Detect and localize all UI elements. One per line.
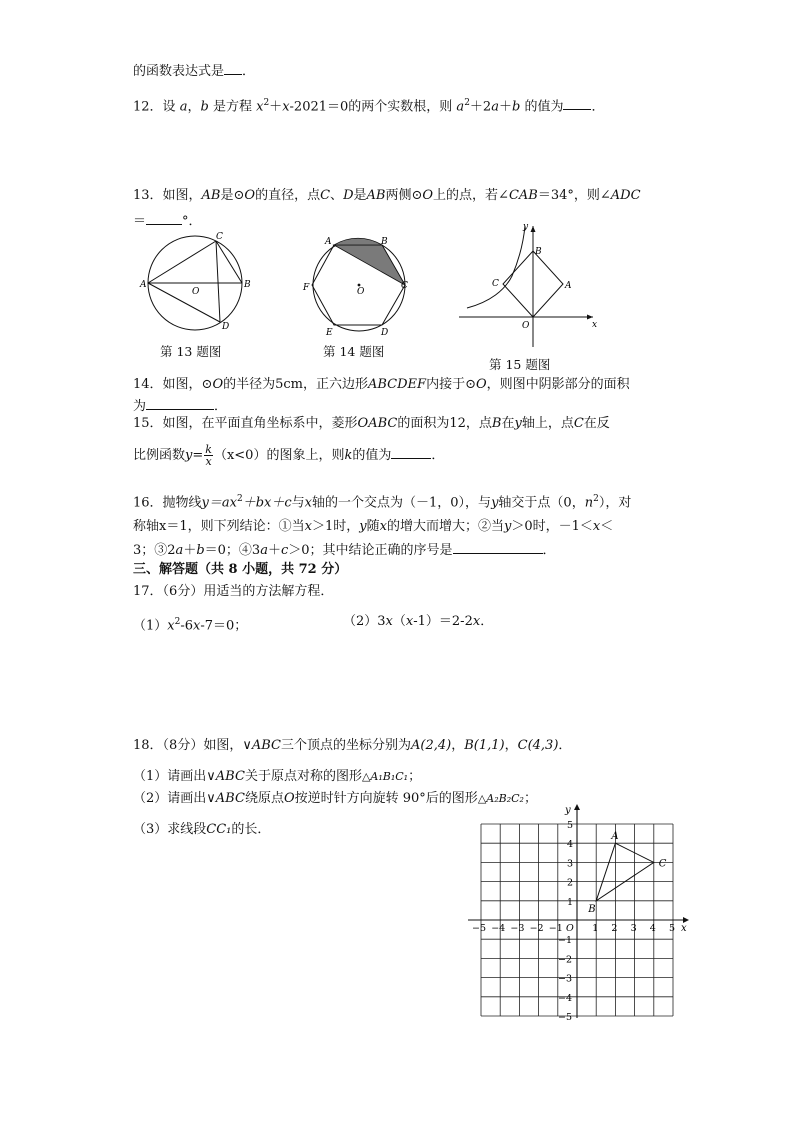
fig13-caption: 第 13 题图 xyxy=(160,344,222,359)
x-tick-label: O xyxy=(566,923,574,934)
y-axis-label: y xyxy=(565,805,571,816)
question-17-part1: $(1)x^2-6x-7=0$； xyxy=(133,617,248,634)
y-tick-label: 3 xyxy=(567,858,574,870)
vertex-label-c: C xyxy=(658,858,667,870)
fig13-label-d: D xyxy=(222,322,230,332)
x-axis-label: x xyxy=(681,923,687,934)
fig13-label-a: A xyxy=(140,280,147,290)
fig15-caption: 第 15 题图 xyxy=(489,357,551,372)
figure-14 xyxy=(298,232,418,342)
grid-tick-labels xyxy=(472,820,675,1023)
x-tick-label: −5 xyxy=(472,923,487,934)
y-tick-label: −1 xyxy=(558,935,573,947)
fig15-label-b: B xyxy=(535,247,542,257)
fig15-label-c: C xyxy=(492,279,499,289)
triangle-abc xyxy=(587,831,667,915)
figure-13 xyxy=(138,230,258,340)
fig14-label-e: E xyxy=(326,328,333,338)
x-tick-label: 3 xyxy=(630,923,637,934)
x-tick-label: 5 xyxy=(669,923,676,934)
question-13-line1: 13．如图，AB是⊙O的直径，点C、D是AB两侧⊙O上的点，若∠CAB＝34°，则∠ADC xyxy=(133,188,641,203)
question-15-line2: 比例函数y= $\frac{k}{x}$ （x<0）的图象上，则k的值为 ． xyxy=(133,443,445,468)
fig14-label-o: O xyxy=(357,287,365,297)
question-18-part1: （1）请画出∨ABC关于原点对称的图形△A₁B₁C₁； xyxy=(133,769,422,784)
y-tick-label: 2 xyxy=(567,877,574,889)
fig15-label-o: O xyxy=(522,321,530,331)
figure-15 xyxy=(455,220,603,352)
question-17-part2: （2）3x（x-1）＝2-2x． xyxy=(343,614,494,629)
question-18-part2: （2）请画出∨ABC绕原点O按逆时针方向旋转 90°后的图形△A₂B₂C₂； xyxy=(133,791,537,806)
question-16-line1: 16．抛物线$y=ax^2+bx+c$与x轴的一个交点为（－1，0），与y轴交于点（0，$n^2$），对 xyxy=(133,494,632,511)
x-tick-label: −1 xyxy=(548,923,563,934)
q11-tail: 的函数表达式是 ． xyxy=(133,64,256,79)
fig14-label-a: A xyxy=(325,237,332,247)
fraction-k-over-x: $\frac{k}{x}$ xyxy=(205,443,212,468)
vertex-label-b: B xyxy=(588,903,596,915)
triangle-shape xyxy=(596,843,654,901)
question-14-line1: 14．如图，⊙O的半径为5cm，正六边形ABCDEF内接于⊙O，则图中阴影部分的面积 xyxy=(133,377,630,392)
x-tick-label: 4 xyxy=(649,923,656,934)
fig14-caption: 第 14 题图 xyxy=(323,344,385,359)
x-tick-label: −2 xyxy=(529,923,544,934)
x-tick-label: 2 xyxy=(611,923,618,934)
y-tick-label: 5 xyxy=(567,820,574,831)
fig14-label-b: B xyxy=(381,237,388,247)
question-18-part3: （3）求线段CC₁的长． xyxy=(133,822,271,837)
x-tick-label: −4 xyxy=(491,923,506,934)
section-title: 三、解答题（共 8 小题，共 72 分） xyxy=(133,562,348,577)
y-tick-label: −2 xyxy=(558,954,573,966)
coordinate-grid xyxy=(466,804,698,1026)
vertex-label-a: A xyxy=(611,831,619,843)
fig15-label-x: x xyxy=(592,320,598,330)
question-16-line2: 称轴x＝1，则下列结论：①当x＞1时，y随x的增大而增大；②当y＞0时，－1＜x＜ xyxy=(133,519,614,534)
fig13-label-b: B xyxy=(244,280,251,290)
fig14-label-c: C xyxy=(401,281,408,291)
question-18-line1: 18．（8分）如图，∨ABC三个顶点的坐标分别为A(2,4)，B(1,1)，C(4,3)． xyxy=(133,738,572,753)
question-17-title: 17．（6分）用适当的方法解方程． xyxy=(133,584,334,599)
question-15-line1: 15．如图，在平面直角坐标系中，菱形OABC的面积为12，点B在y轴上，点C在反 xyxy=(133,416,610,431)
question-14-line2: 为 ． xyxy=(133,399,228,414)
x-tick-label: 1 xyxy=(592,923,599,934)
y-tick-label: 1 xyxy=(567,896,574,908)
question-12: 12．设 a，b 是方程 $x^2+x-2021=0$的两个实数根，则 $a^2+2a+b$ 的值为 ． xyxy=(133,98,605,115)
grid-axes xyxy=(468,804,689,1018)
fig14-label-f: F xyxy=(303,283,310,293)
fig13-label-o: O xyxy=(192,287,200,297)
fig14-label-d: D xyxy=(381,328,389,338)
y-tick-label: −5 xyxy=(558,1012,573,1023)
y-axis-arrow xyxy=(574,804,580,810)
y-tick-label: −3 xyxy=(558,973,573,985)
fig13-label-c: C xyxy=(216,232,223,242)
question-16-line3: 3；③2a＋b＝0；④3a＋c＞0；其中结论正确的序号是 ． xyxy=(133,543,556,558)
fig15-label-a: A xyxy=(565,281,572,291)
y-tick-label: −4 xyxy=(558,992,573,1004)
y-tick-label: 4 xyxy=(567,839,574,851)
x-tick-label: −3 xyxy=(510,923,525,934)
question-13-line2: ＝ °． xyxy=(133,214,202,229)
fig15-label-y: y xyxy=(523,222,529,232)
